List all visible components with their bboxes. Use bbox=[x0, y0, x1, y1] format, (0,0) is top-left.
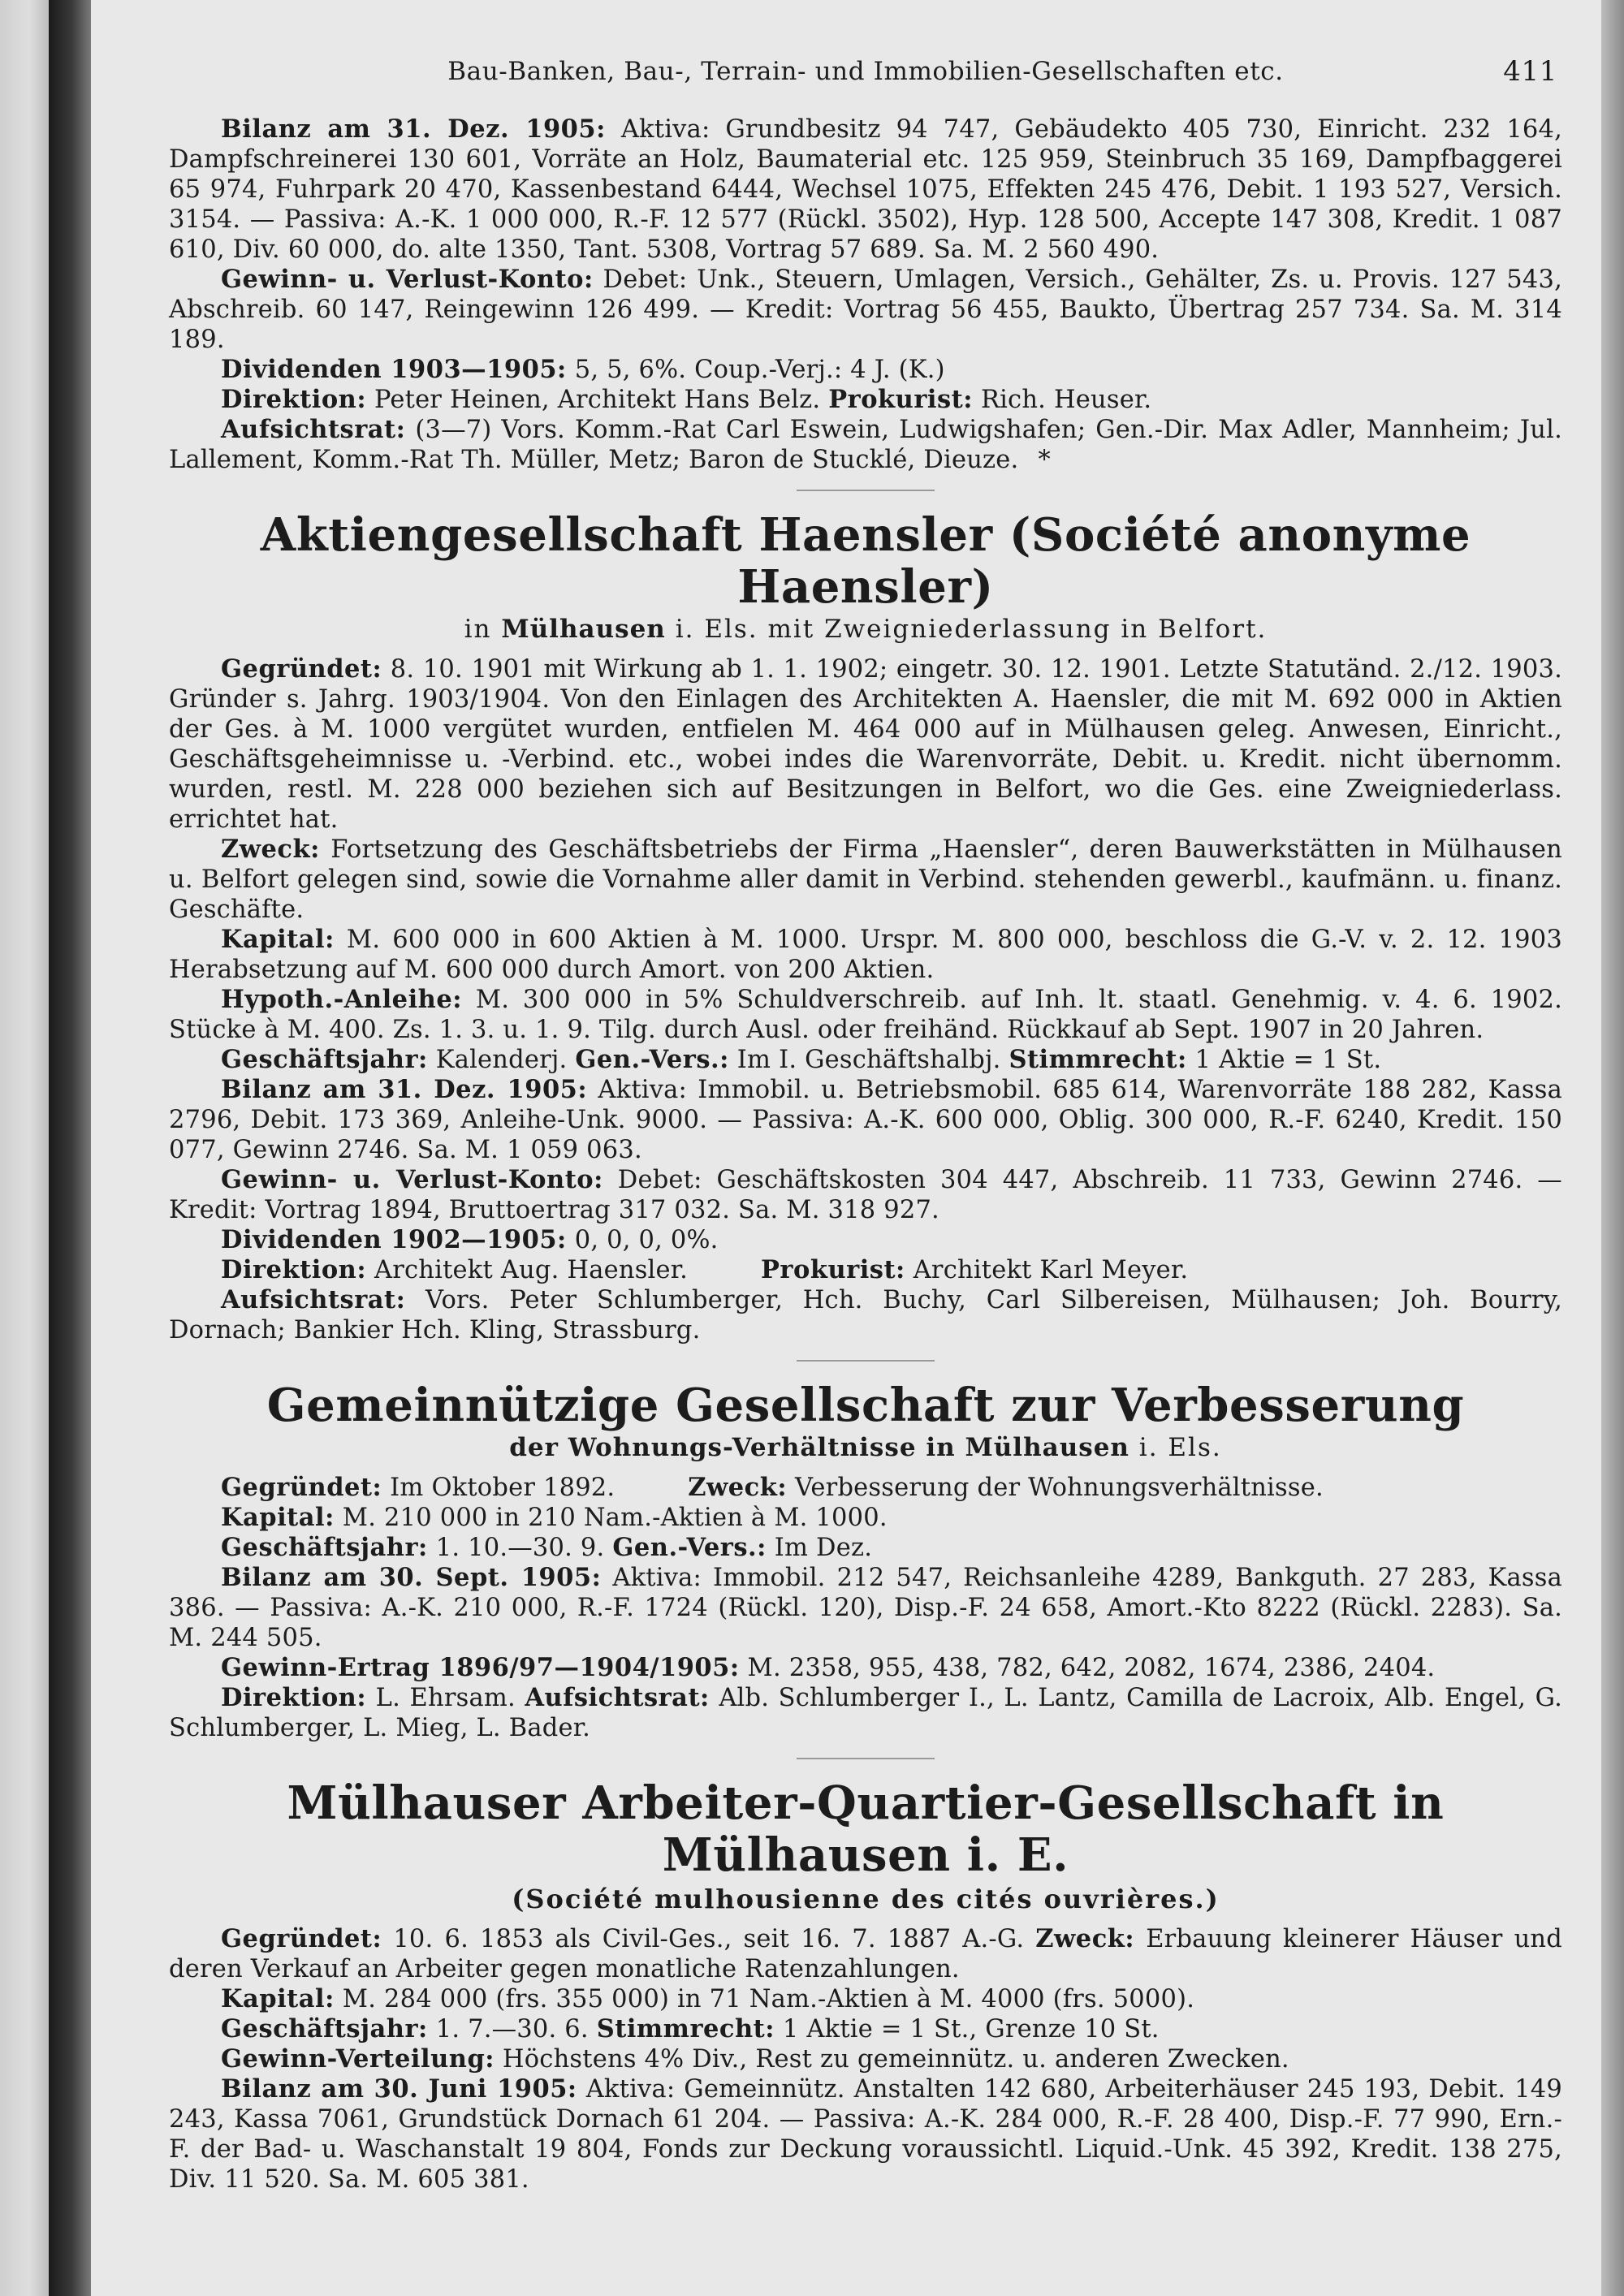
guv-text: Debet: Geschäftskosten 304 447, Abschreib. 11 733, Gewinn 2746. — Kredit: Vortrag 1894, Bruttoertrag 317 032. Sa. M. 318 927. bbox=[169, 1166, 1562, 1224]
book-gutter bbox=[49, 0, 91, 2296]
page-right-edge bbox=[1601, 0, 1624, 2296]
mortgage-loan-label: Hypoth.-Anleihe: bbox=[221, 985, 463, 1014]
section-haensler bbox=[169, 509, 1562, 1345]
profit-history-text: M. 2358, 955, 438, 782, 642, 2082, 1674, 2386, 2404. bbox=[739, 1654, 1436, 1682]
direction-label: Direktion: bbox=[221, 1683, 367, 1712]
founded-text: Im Oktober 1892. bbox=[382, 1474, 624, 1502]
capital-label: Kapital: bbox=[221, 1984, 335, 2013]
bilanz-label: Bilanz am 31. Dez. 1905: bbox=[221, 114, 606, 144]
guv-paragraph bbox=[169, 1165, 1562, 1225]
bilanz-label: Bilanz am 30. Juni 1905: bbox=[221, 2074, 577, 2104]
general-meeting-text: Im I. Geschäftshalbj. bbox=[728, 1046, 1009, 1074]
dividend-label: Dividenden 1903—1905: bbox=[221, 355, 567, 384]
founded-label: Gegründet: bbox=[221, 1473, 382, 1502]
general-meeting-label: Gen.-Vers.: bbox=[612, 1533, 767, 1562]
dividend-paragraph bbox=[169, 355, 1562, 385]
purpose-text: Erbauung kleinerer Häuser und deren Verkauf an Arbeiter gegen monatliche Ratenzahlungen. bbox=[169, 1925, 1562, 1983]
mortgage-loan-text: M. 300 000 in 5% Schuldverschreib. auf Inh. lt. staatl. Genehmig. v. 4. 6. 1902. Stücke à M. 400. Zs. 1. 3. u. 1. 9. Tilg. durch Ausl. oder freihänd. Rückkauf ab Sept. 1907 in 20 Jahren. bbox=[169, 986, 1562, 1044]
profit-distribution-label: Gewinn-Verteilung: bbox=[221, 2044, 495, 2074]
company-title: Gemeinnützige Gesellschaft zur Verbesserung bbox=[266, 1379, 1465, 1432]
supervisory-board-text: (3—7) Vors. Komm.-Rat Carl Eswein, Ludwigshafen; Gen.-Dir. Max Adler, Mannheim; Jul. Lallement, Komm.-Rat Th. Müller, Metz; Baron de Stucklé, Dieuze. bbox=[169, 416, 1562, 474]
fiscal-year-paragraph bbox=[169, 1045, 1562, 1075]
previous-page-edge bbox=[0, 0, 49, 2296]
section-divider bbox=[797, 1360, 935, 1362]
supervisory-board-text: Vors. Peter Schlumberger, Hch. Buchy, Carl Silbereisen, Mülhausen; Joh. Bourry, Dornach; Bankier Hch. Kling, Strassburg. bbox=[169, 1286, 1562, 1344]
supervisory-board-paragraph bbox=[169, 1285, 1562, 1345]
voting-right-label: Stimmrecht: bbox=[1009, 1045, 1187, 1074]
bilanz-text: Aktiva: Grundbesitz 94 747, Gebäudekto 405 730, Einricht. 232 164, Dampfschreinerei 130 601, Vorräte an Holz, Baumaterial etc. 125 959, Steinbruch 35 169, Dampfbaggerei 65 974, Fuhrpark 20 470, Kassenbestand 6444, Wechsel 1075, Effekten 245 476, Debit. 1 193 527, Versich. 3154. — Passiva: A.-K. 1 000 000, R.-F. 12 577 (Rückl. 3502), Hyp. 128 500, Accepte 147 308, Kredit. 1 087 610, Div. 60 000, do. alte 1350, Tant. 5308, Vortrag 57 689. Sa. M. 2 560 490. bbox=[169, 115, 1562, 264]
prokurist-text: Architekt Karl Meyer. bbox=[905, 1256, 1189, 1284]
company-subtitle: (Société mulhousienne des cités ouvrières.) bbox=[512, 1884, 1220, 1914]
purpose-text: Fortsetzung des Geschäftsbetriebs der Firma „Haensler“, deren Bauwerkstätten in Mülhausen u. Belfort gelegen sind, sowie die Vornahme aller damit in Verbind. stehenden gewerbl., kaufmänn. u. finanz. Geschäfte. bbox=[169, 835, 1562, 924]
footnote-star: * bbox=[1038, 446, 1051, 474]
fiscal-year-paragraph bbox=[169, 1533, 1562, 1563]
prokurist-label: Prokurist: bbox=[828, 385, 974, 414]
capital-text: M. 600 000 in 600 Aktien à M. 1000. Urspr. M. 800 000, beschloss die G.-V. v. 2. 12. 1903 Herabsetzung auf M. 600 000 durch Amort. von 200 Aktien. bbox=[169, 926, 1562, 984]
document-page bbox=[91, 0, 1601, 2296]
profit-distribution-text: Höchstens 4% Div., Rest zu gemeinnütz. u. anderen Zwecken. bbox=[495, 2045, 1289, 2074]
company-title: Mülhauser Arbeiter-Quartier-Gesellschaft in Mülhausen i. E. bbox=[287, 1776, 1445, 1882]
direction-paragraph bbox=[169, 385, 1562, 415]
supervisory-board-label: Aufsichtsrat: bbox=[221, 415, 406, 444]
founded-text: 8. 10. 1901 mit Wirkung ab 1. 1. 1902; eingetr. 30. 12. 1901. Letzte Statutänd. 2./12. 1903. Gründer s. Jahrg. 1903/1904. Von den Einlagen des Architekten A. Haensler, die mit M. 692 000 in Aktien der Ges. à M. 1000 vergütet wurden, entfielen M. 464 000 auf in Mülhausen geleg. Anwesen, Einricht., Geschäftsgeheimnisse u. -Verbind. etc., wobei indes die Warenvorräte, Debit. u. Kredit. nicht übernomm. wurden, restl. M. 228 000 beziehen sich auf Besitzungen in Belfort, wo die Ges. eine Zweigniederlass. errichtet hat. bbox=[169, 655, 1562, 834]
bilanz-text: Aktiva: Immobil. u. Betriebsmobil. 685 614, Warenvorräte 188 282, Kassa 2796, Debit. 173 369, Anleihe-Unk. 9000. — Passiva: A.-K. 600 000, Oblig. 300 000, R.-F. 6240, Kredit. 150 077, Gewinn 2746. Sa. M. 1 059 063. bbox=[169, 1076, 1562, 1164]
voting-right-label: Stimmrecht: bbox=[596, 2014, 775, 2044]
profit-distribution-paragraph bbox=[169, 2044, 1562, 2074]
supervisory-board-paragraph bbox=[169, 415, 1562, 475]
company-subtitle bbox=[169, 615, 1562, 645]
capital-text: M. 284 000 (frs. 355 000) in 71 Nam.-Aktien à M. 4000 (frs. 5000). bbox=[334, 1985, 1195, 2013]
profit-history-paragraph bbox=[169, 1653, 1562, 1683]
running-head bbox=[169, 57, 1562, 87]
general-meeting-label: Gen.-Vers.: bbox=[575, 1045, 729, 1074]
dividend-text: 5, 5, 6%. Coup.-Verj.: 4 J. (K.) bbox=[566, 356, 945, 384]
general-meeting-text: Im Dez. bbox=[766, 1534, 873, 1562]
page-content bbox=[169, 57, 1562, 2195]
purpose-text: Verbesserung der Wohnungsverhältnisse. bbox=[787, 1474, 1324, 1502]
capital-paragraph bbox=[169, 925, 1562, 985]
dividend-text: 0, 0, 0, 0%. bbox=[566, 1226, 719, 1254]
fiscal-year-label: Geschäftsjahr: bbox=[221, 1045, 428, 1074]
guv-paragraph bbox=[169, 265, 1562, 355]
direction-paragraph bbox=[169, 1255, 1562, 1285]
direction-text: L. Ehrsam. bbox=[366, 1684, 525, 1712]
direction-label: Direktion: bbox=[221, 385, 367, 414]
subtitle-city: Mülhausen bbox=[501, 615, 666, 644]
direction-text: Peter Heinen, Architekt Hans Belz. bbox=[366, 386, 829, 414]
capital-label: Kapital: bbox=[221, 925, 335, 954]
fiscal-year-text: 1. 7.—30. 6. bbox=[427, 2015, 597, 2044]
prokurist-text: Rich. Heuser. bbox=[973, 386, 1152, 414]
company-title: Aktiengesellschaft Haensler (Société anonyme Haensler) bbox=[260, 508, 1471, 614]
purpose-label: Zweck: bbox=[688, 1473, 788, 1502]
page-number: 411 bbox=[1503, 55, 1557, 88]
direction-paragraph bbox=[169, 1683, 1562, 1743]
founded-paragraph bbox=[169, 1473, 1562, 1503]
founded-paragraph bbox=[169, 654, 1562, 835]
bilanz-paragraph bbox=[169, 1563, 1562, 1653]
guv-label: Gewinn- u. Verlust-Konto: bbox=[221, 1165, 603, 1194]
company-subtitle bbox=[169, 1433, 1562, 1463]
fiscal-year-label: Geschäftsjahr: bbox=[221, 1533, 428, 1562]
prokurist-label: Prokurist: bbox=[760, 1255, 905, 1284]
purpose-label: Zweck: bbox=[1035, 1924, 1135, 1953]
bilanz-paragraph bbox=[169, 114, 1562, 265]
capital-text: M. 210 000 in 210 Nam.-Aktien à M. 1000. bbox=[334, 1504, 888, 1532]
founded-paragraph bbox=[169, 1924, 1562, 1984]
capital-label: Kapital: bbox=[221, 1503, 335, 1532]
section-previous-company bbox=[169, 114, 1562, 475]
section-divider bbox=[797, 1758, 935, 1759]
subtitle-prefix: in bbox=[464, 615, 502, 644]
purpose-paragraph bbox=[169, 835, 1562, 925]
profit-history-label: Gewinn-Ertrag 1896/97—1904/1905: bbox=[221, 1653, 740, 1682]
fiscal-year-text: 1. 10.—30. 9. bbox=[427, 1534, 613, 1562]
fiscal-year-label: Geschäftsjahr: bbox=[221, 2014, 428, 2044]
supervisory-board-text: Alb. Schlumberger I., L. Lantz, Camilla de Lacroix, Alb. Engel, G. Schlumberger, L. Mieg, L. Bader. bbox=[169, 1684, 1563, 1742]
purpose-label: Zweck: bbox=[221, 835, 320, 864]
bilanz-paragraph bbox=[169, 1075, 1562, 1165]
section-gemeinnuetzige bbox=[169, 1379, 1562, 1743]
founded-label: Gegründet: bbox=[221, 1924, 382, 1953]
mortgage-loan-paragraph bbox=[169, 985, 1562, 1045]
voting-right-text: 1 Aktie = 1 St. bbox=[1186, 1046, 1382, 1074]
guv-label: Gewinn- u. Verlust-Konto: bbox=[221, 265, 594, 294]
bilanz-text: Aktiva: Immobil. 212 547, Reichsanleihe 4289, Bankguth. 27 283, Kassa 386. — Passiva: A.-K. 210 000, R.-F. 1724 (Rückl. 120), Disp.-F. 24 658, Amort.-Kto 8222 (Rückl. 2283). Sa. M. 244 505. bbox=[169, 1564, 1562, 1652]
fiscal-year-paragraph bbox=[169, 2014, 1562, 2044]
subtitle-suffix: i. Els. mit Zweigniederlassung in Belfort. bbox=[665, 615, 1268, 644]
bilanz-label: Bilanz am 31. Dez. 1905: bbox=[221, 1075, 588, 1104]
subtitle-suffix: i. Els. bbox=[1129, 1433, 1222, 1462]
bilanz-text: Aktiva: Gemeinnütz. Anstalten 142 680, Arbeiterhäuser 245 193, Debit. 149 243, Kassa 7061, Grundstück Dornach 61 204. — Passiva: A.-K. 284 000, R.-F. 28 400, Disp.-F. 77 990, Ern.-F. der Bad- u. Waschanstalt 19 804, Fonds zur Deckung voraussichtl. Liquid.-Unk. 45 392, Kredit. 138 275, Div. 11 520. Sa. M. 605 381. bbox=[169, 2075, 1562, 2194]
bilanz-paragraph bbox=[169, 2074, 1562, 2195]
direction-text: Architekt Aug. Haensler. bbox=[366, 1256, 696, 1284]
section-divider bbox=[797, 490, 935, 491]
founded-label: Gegründet: bbox=[221, 654, 382, 684]
bilanz-label: Bilanz am 30. Sept. 1905: bbox=[221, 1563, 602, 1592]
dividend-label: Dividenden 1902—1905: bbox=[221, 1225, 567, 1254]
dividend-paragraph bbox=[169, 1225, 1562, 1255]
fiscal-year-text: Kalenderj. bbox=[427, 1046, 576, 1074]
voting-right-text: 1 Aktie = 1 St., Grenze 10 St. bbox=[775, 2015, 1160, 2044]
capital-paragraph bbox=[169, 1984, 1562, 2014]
supervisory-board-label: Aufsichtsrat: bbox=[525, 1683, 710, 1712]
guv-text: Debet: Unk., Steuern, Umlagen, Versich., Gehälter, Zs. u. Provis. 127 543, Abschreib. 60 147, Reingewinn 126 499. — Kredit: Vortrag 56 455, Baukto, Übertrag 257 734. Sa. M. 314 189. bbox=[169, 265, 1562, 354]
capital-paragraph bbox=[169, 1503, 1562, 1533]
section-muelhauser-arbeiter-quartier bbox=[169, 1777, 1562, 2195]
subtitle-bold: der Wohnungs-Verhältnisse in Mülhausen bbox=[509, 1433, 1129, 1462]
running-head-title: Bau-Banken, Bau-, Terrain- und Immobilien-Gesellschaften etc. bbox=[447, 57, 1284, 86]
direction-label: Direktion: bbox=[221, 1255, 367, 1284]
supervisory-board-label: Aufsichtsrat: bbox=[221, 1285, 406, 1314]
founded-text: 10. 6. 1853 als Civil-Ges., seit 16. 7. 1887 A.-G. bbox=[382, 1925, 1036, 1953]
